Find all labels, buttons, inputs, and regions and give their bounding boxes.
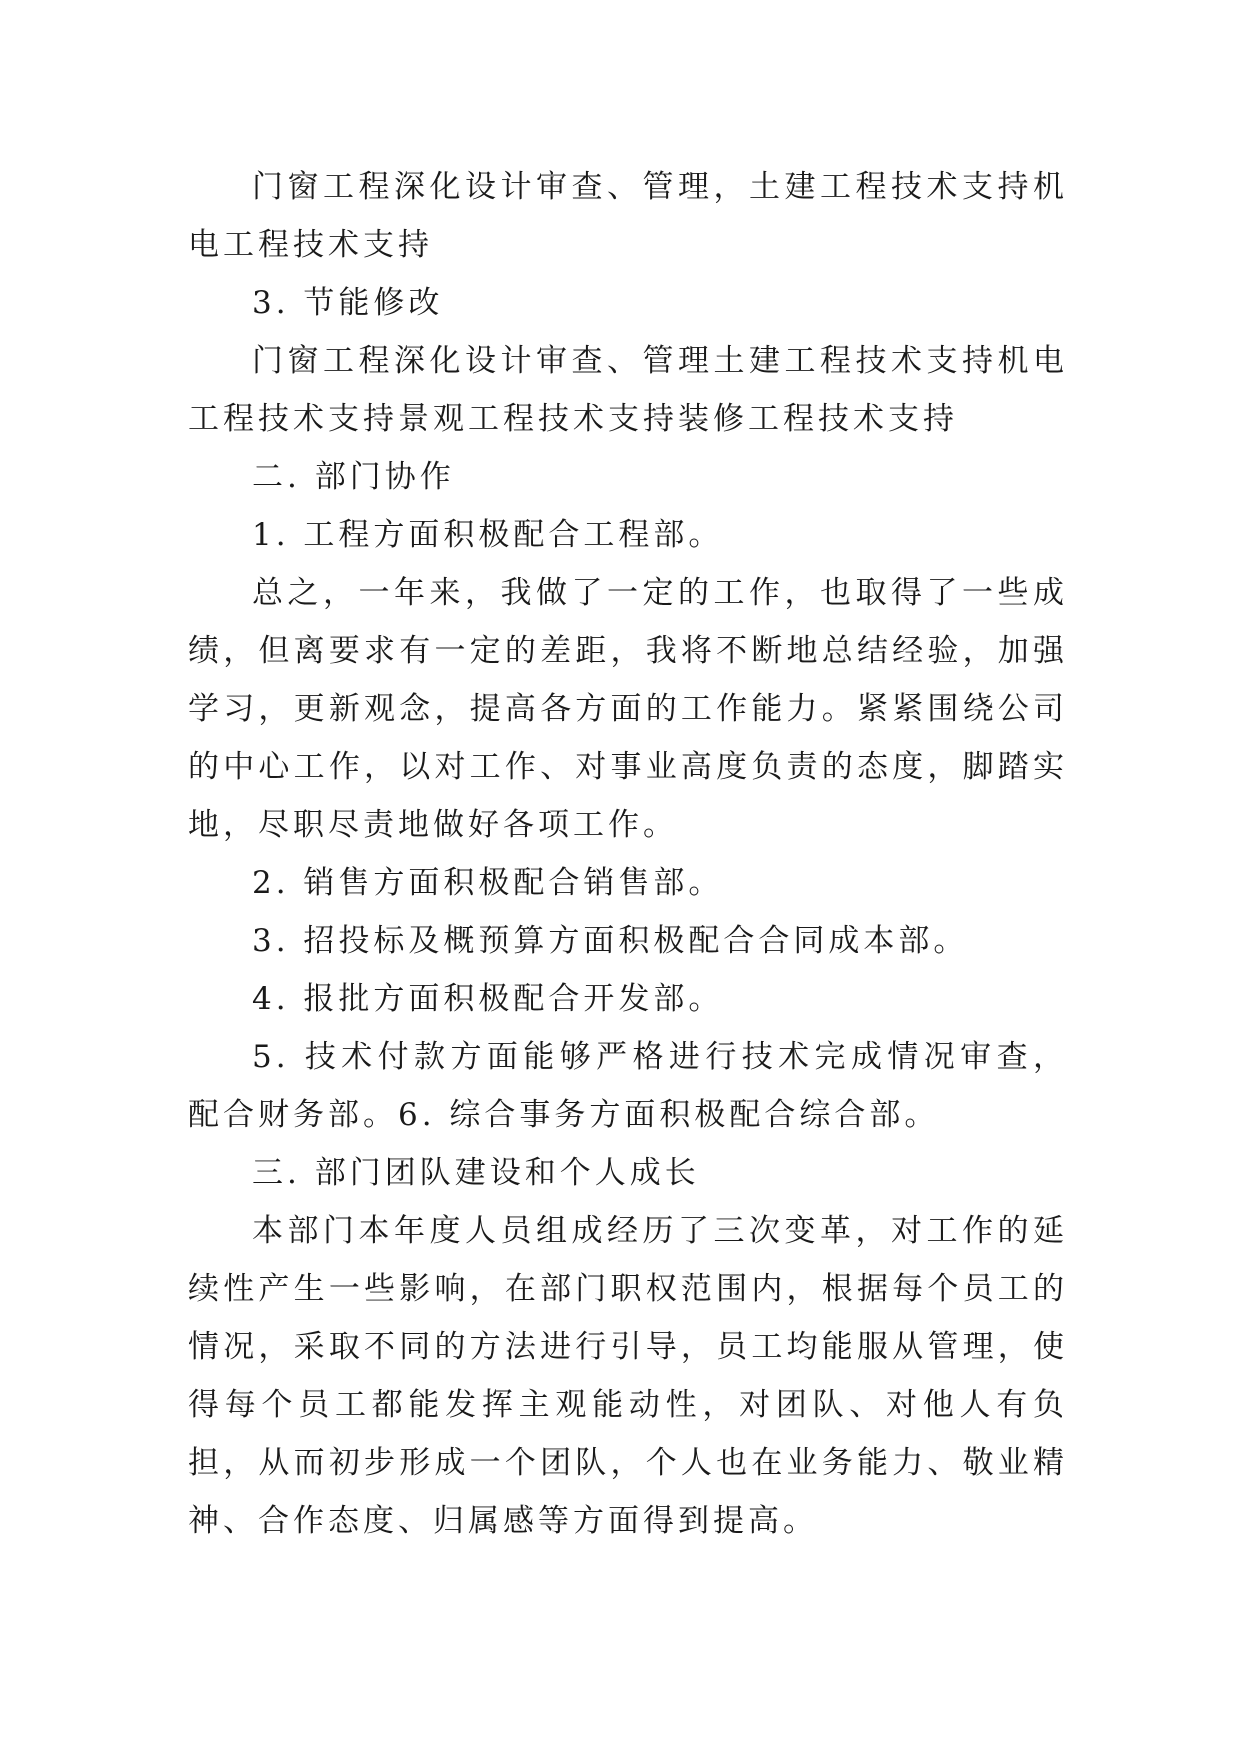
paragraph-technical-support: 门窗工程深化设计审查、管理土建工程技术支持机电工程技术支持景观工程技术支持装修工程技术支持 xyxy=(188,343,1068,437)
item-finance-cooperation: 5. 技术付款方面能够严格进行技术完成情况审查，配合财务部。6. 综合事务方面积极配合综合部。 xyxy=(188,1039,1068,1133)
paragraph-team-growth: 本部门本年度人员组成经历了三次变革，对工作的延续性产生一些影响，在部门职权范围内，根据每个员工的情况，采取不同的方法进行引导，员工均能服从管理，使得每个员工都能发挥主观能动性，对团队、对他人有负担，从而初步形成一个团队，个人也在业务能力、敬业精神、合作态度、归属感等方面得到提高。 xyxy=(188,1213,1068,1539)
item-bidding-cooperation: 3. 招投标及概预算方面积极配合合同成本部。 xyxy=(252,923,969,959)
heading-team-building: 三. 部门团队建设和个人成长 xyxy=(252,1155,700,1191)
heading-department-cooperation: 二. 部门协作 xyxy=(252,459,455,495)
heading-energy-saving: 3. 节能修改 xyxy=(252,285,444,321)
paragraph-summary: 总之，一年来，我做了一定的工作，也取得了一些成绩，但离要求有一定的差距，我将不断地总结经验，加强学习，更新观念，提高各方面的工作能力。紧紧围绕公司的中心工作，以对工作、对事业高度负责的态度，脚踏实地，尽职尽责地做好各项工作。 xyxy=(188,575,1068,843)
item-engineering-cooperation: 1. 工程方面积极配合工程部。 xyxy=(252,517,724,553)
item-approval-cooperation: 4. 报批方面积极配合开发部。 xyxy=(252,981,724,1017)
document-body xyxy=(188,158,1068,1550)
item-sales-cooperation: 2. 销售方面积极配合销售部。 xyxy=(252,865,724,901)
paragraph-door-window-review: 门窗工程深化设计审查、管理，土建工程技术支持机电工程技术支持 xyxy=(188,169,1068,263)
